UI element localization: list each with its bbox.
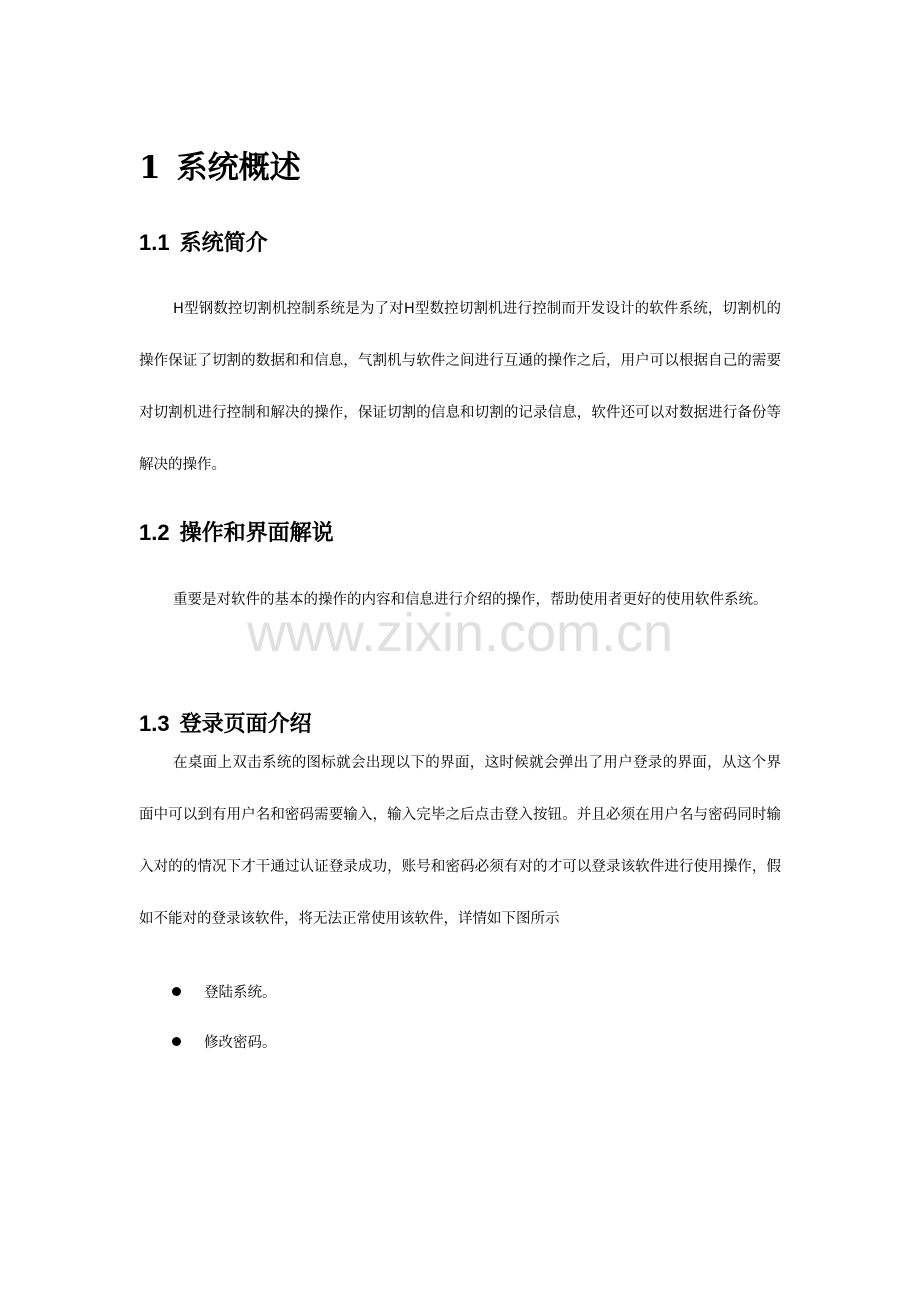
section-title: 登录页面介绍 xyxy=(179,712,312,737)
chapter-heading xyxy=(139,142,301,187)
section-number: 1.2 xyxy=(139,520,170,545)
section-title: 操作和界面解说 xyxy=(179,521,334,546)
section-heading-1-2 xyxy=(139,516,334,547)
bullet-dot-icon xyxy=(172,987,181,996)
bullet-text: 修改密码。 xyxy=(204,1035,277,1051)
section-heading-1-3 xyxy=(139,707,312,738)
section-paragraph-1-1: H型钢数控切割机控制系统是为了对H型数控切割机进行控制而开发设计的软件系统，切割机的操作保证了切割的数据和和信息，气割机与软件之间进行互通的操作之后，用户可以根据自己的需要对切割机进行控制和解决的操作，保证切割的信息和切割的记录信息，软件还可以对数据进行备份等解决的操作。 xyxy=(139,301,781,473)
section-title: 系统简介 xyxy=(179,231,268,256)
bullet-dot-icon xyxy=(172,1037,181,1046)
bullet-item xyxy=(172,1031,277,1052)
section-heading-1-1 xyxy=(139,226,268,257)
watermark: www.zixin.com.cn xyxy=(246,603,674,663)
bullet-item xyxy=(172,981,277,1002)
chapter-title: 系统概述 xyxy=(176,150,301,186)
section-number: 1.3 xyxy=(139,711,170,736)
section-number: 1.1 xyxy=(139,230,170,255)
chapter-number: 1 xyxy=(139,150,161,186)
bullet-text: 登陆系统。 xyxy=(204,985,277,1001)
section-paragraph-1-3: 在桌面上双击系统的图标就会出现以下的界面，这时候就会弹出了用户登录的界面，从这个界面中可以到有用户名和密码需要输入，输入完毕之后点击登入按钮。并且必须在用户名与密码同时输入对的的情况下才干通过认证登录成功，账号和密码必须有对的才可以登录该软件进行使用操作，假如不能对的登录该软件，将无法正常使用该软件，详情如下图所示 xyxy=(139,755,781,927)
section-paragraph-1-2: 重要是对软件的基本的操作的内容和信息进行介绍的操作，帮助使用者更好的使用软件系统。 xyxy=(173,592,768,608)
